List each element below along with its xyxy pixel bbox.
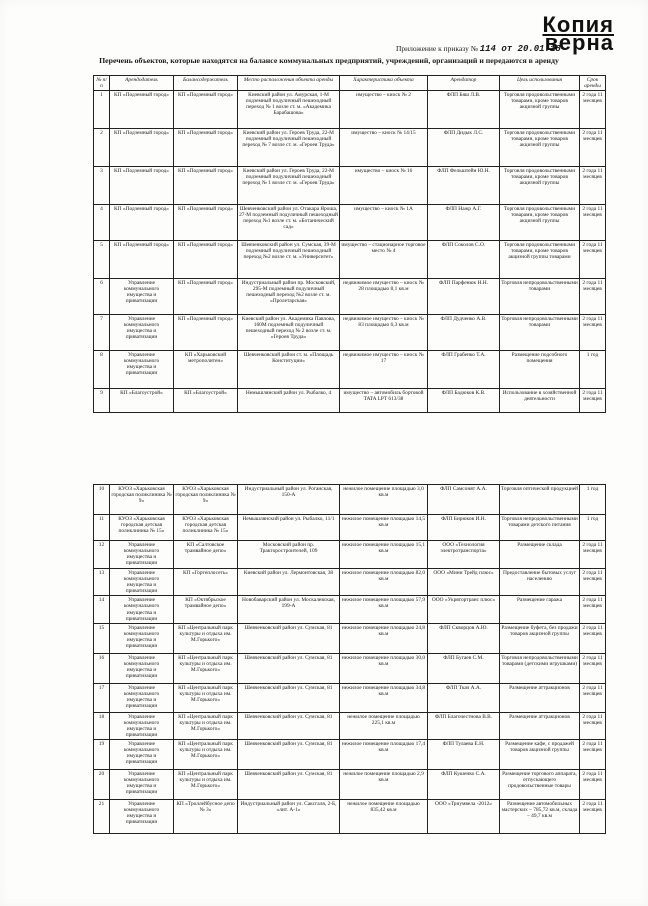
table-cell: нежилое помещение площадью 24,8 кв.м — [340, 623, 428, 653]
table-row — [94, 241, 606, 279]
table-cell: Шевченковский район ул. Сумская, 81 — [238, 623, 340, 653]
table-cell: 20 — [94, 770, 110, 800]
table-row — [94, 653, 606, 683]
table-row — [94, 205, 606, 241]
table-cell: имущество – автомобиль бортовой TATA LPT 613/38 — [340, 389, 428, 413]
table-cell: Московский район пр. Тракторостроителей, 109 — [238, 541, 340, 569]
table-cell: 14 — [94, 596, 110, 623]
table-cell: 2 года 11 месяцев — [580, 623, 606, 653]
table-cell: КП «Подземный город» — [174, 315, 238, 351]
table-cell: 2 — [94, 129, 110, 167]
table-cell: Киевский район ул. Лермонтовская, 38 — [238, 569, 340, 596]
table-cell: ФЛП Дидык Л.С. — [428, 129, 500, 167]
table-cell: имущество – киоск № 2 — [340, 91, 428, 129]
col-header-characteristics: Характеристика объекта — [340, 76, 428, 91]
table-cell: Управление коммунального имущества и приватизации — [110, 740, 174, 770]
appendix-reference — [396, 44, 561, 54]
table-cell: 2 года 11 месяцев — [580, 683, 606, 712]
table-cell: Управление коммунального имущества и приватизации — [110, 653, 174, 683]
table-cell: КУОЗ «Харьковская городская детская поликлиника № 15» — [174, 515, 238, 541]
table-cell: 2 года 11 месяцев — [580, 91, 606, 129]
table-cell: Использование в хозяйственной деятельности — [500, 389, 580, 413]
table-cell: 2 года 11 месяцев — [580, 279, 606, 315]
table-cell: имущество – киоск № 1А — [340, 205, 428, 241]
table-cell: КП «Харьковский метрополитен» — [174, 351, 238, 389]
table-cell: недвижимое имущество – киоск № 83 площадью 6,3 кв.м — [340, 315, 428, 351]
col-header-term: Срок аренды — [580, 76, 606, 91]
table-cell: Торговля продовольственными товарами, кроме товаров акцизной группы — [500, 129, 580, 167]
table-cell: нежилое помещение площадью 34,8 кв.м — [340, 683, 428, 712]
table-cell: Размещение подсобного помещения — [500, 351, 580, 389]
table-row — [94, 683, 606, 712]
table-cell: Киевский район ул. Амурская, 1-М подземный подуличный пешеходный переход № 1 возле ст. м. «Академика Барабашова» — [238, 91, 340, 129]
table-cell: 9 — [94, 389, 110, 413]
table-cell: Индустриальный район пр. Московский, 295-М подземный подуличный пешеходный переход №2 возле ст. м. «Пролетарская» — [238, 279, 340, 315]
table-cell: нежилое помещение площадью 17,4 кв.м — [340, 740, 428, 770]
table-cell: имущество – стационарное торговое место № 4 — [340, 241, 428, 279]
table-cell: Шевченковский район ул. Отакара Яроша, 27-М подземный подуличный пешеходный переход №1 возле ст. м. «Ботанический сад» — [238, 205, 340, 241]
table-cell: КП «Гортеплосеть» — [174, 569, 238, 596]
table-cell: КП «Благоустрой» — [110, 389, 174, 413]
table-cell: 3 — [94, 167, 110, 205]
table-cell: КП «Центральный парк культуры и отдыха им. М.Горького» — [174, 770, 238, 800]
col-header-purpose: Цель использования — [500, 76, 580, 91]
table-row — [94, 485, 606, 515]
table-cell: Предоставление бытовых услуг населению — [500, 569, 580, 596]
table-cell: Управление коммунального имущества и приватизации — [110, 623, 174, 653]
col-header-location: Место расположения объекта аренды — [238, 76, 340, 91]
table-cell: Шевченковский район ул. Сумская, 81 — [238, 683, 340, 712]
table-cell: Торговля непродовольственными товарами — [500, 279, 580, 315]
table-row — [94, 623, 606, 653]
table-cell: КП «Центральный парк культуры и отдыха им. М.Горького» — [174, 683, 238, 712]
table-cell: Киевский район ул. Героев Труда, 22-М подземный подуличный пешеходный переход № 7 возле ст. м. «Героев Труда» — [238, 129, 340, 167]
table-cell: КУОЗ «Харьковская городская поликлиника № 9» — [110, 485, 174, 515]
table-cell: ФЛП Парфенюк Н.Н. — [428, 279, 500, 315]
col-header-balance-holder: Балансодержатель — [174, 76, 238, 91]
table-cell: 2 года 11 месяцев — [580, 712, 606, 739]
table-cell: 2 года 11 месяцев — [580, 315, 606, 351]
table-row — [94, 800, 606, 834]
table-cell: 2 года 11 месяцев — [580, 241, 606, 279]
table-cell: 2 года 11 месяцев — [580, 770, 606, 800]
table-cell: нежилое помещение площадью 835,42 кв.м — [340, 800, 428, 834]
appendix-label: Приложение к приказу № — [396, 44, 478, 53]
table-cell: ФЛП Грабенко Т.А. — [428, 351, 500, 389]
col-header-number: № п/п — [94, 76, 110, 91]
table-cell: 1 год — [580, 351, 606, 389]
table-row — [94, 596, 606, 623]
table-cell: Размещение аттракционов — [500, 683, 580, 712]
table-cell: Управление коммунального имущества и приватизации — [110, 315, 174, 351]
table-cell: КП «Центральный парк культуры и отдыха им. М.Горького» — [174, 653, 238, 683]
table-cell: ФЛП Бяш Л.В. — [428, 91, 500, 129]
table-cell: Размещение склада — [500, 541, 580, 569]
table-cell: КП «Подземный город» — [110, 129, 174, 167]
table-cell: ФЛП Соколов С.О. — [428, 241, 500, 279]
table-cell: 5 — [94, 241, 110, 279]
table-cell: 2 года 11 месяцев — [580, 129, 606, 167]
table-cell: Управление коммунального имущества и приватизации — [110, 351, 174, 389]
table-cell: 1 год — [580, 485, 606, 515]
table-cell: 8 — [94, 351, 110, 389]
table-cell: Размещение гаража — [500, 596, 580, 623]
table-cell: Управление коммунального имущества и приватизации — [110, 279, 174, 315]
table-cell: нежилое помещение площадью 3,0 кв.м — [340, 485, 428, 515]
table-row — [94, 279, 606, 315]
table-row — [94, 770, 606, 800]
table-cell: 2 года 11 месяцев — [580, 800, 606, 834]
table-cell: Торговля продовольственными товарами, кроме товаров акцизной группы — [500, 91, 580, 129]
col-header-lessor: Арендодатель — [110, 76, 174, 91]
table-cell: Торговля продовольственными товарами, кроме товаров акцизной группы товарами — [500, 241, 580, 279]
table-cell: имущество – киоск № 14/15 — [340, 129, 428, 167]
table-cell: 21 — [94, 800, 110, 834]
table-cell: КУОЗ «Харьковская городская детская поликлиника № 15» — [110, 515, 174, 541]
table-cell: КП «Октябрьское трамвайное депо» — [174, 596, 238, 623]
table-row — [94, 389, 606, 413]
table-cell: нежилое помещение площадью 30,0 кв.м — [340, 653, 428, 683]
table-cell: Индустриальный район ул. Роганская, 150-А — [238, 485, 340, 515]
stamp-line-2: верна — [544, 30, 614, 55]
table-cell: Управление коммунального имущества и приватизации — [110, 569, 174, 596]
table-cell: Размещение автомобильных мастерских – 785,72 кв.м, склада – 49,7 кв.м — [500, 800, 580, 834]
table-cell: Управление коммунального имущества и приватизации — [110, 770, 174, 800]
table-cell: 1 год — [580, 515, 606, 541]
table-cell: КП «Центральный парк культуры и отдыха им. М.Горького» — [174, 740, 238, 770]
document-title: Перечень объектов, которые находятся на балансе коммунальных предприятий, учреждений, организаций и передаются в аренду — [99, 56, 559, 65]
table-cell: Торговля продовольственными товарами, кроме товаров акцизной группы — [500, 205, 580, 241]
table-cell: Торговля непродовольственными товарами детского питания — [500, 515, 580, 541]
table-cell: Размещение аттракционов — [500, 712, 580, 739]
table-cell: нежилое помещение площадью 82,0 кв.м — [340, 569, 428, 596]
table-cell: Размещение буфета, без продажи товаров акцизной группы — [500, 623, 580, 653]
table-cell: Торговля непродовольственными товарами — [500, 315, 580, 351]
table-cell: 2 года 11 месяцев — [580, 653, 606, 683]
table-cell: ООО «Мини Трейд плюс» — [428, 569, 500, 596]
table-cell: 11 — [94, 515, 110, 541]
table-row — [94, 315, 606, 351]
table-cell: КП «Центральный парк культуры и отдыха им. М.Горького» — [174, 623, 238, 653]
table-cell: ФЛП Нажр А.Г. — [428, 205, 500, 241]
table-cell: Управление коммунального имущества и приватизации — [110, 541, 174, 569]
table-cell: Немышлянский район ул. Рыбалко, 11/1 — [238, 515, 340, 541]
table-cell: нежилое помещение площадью 14,5 кв.м — [340, 515, 428, 541]
table-cell: Новобаварский район ул. Москалевская, 199-А — [238, 596, 340, 623]
table-cell: 12 — [94, 541, 110, 569]
table-cell: Шевченковский район ул. Сумская, 81 — [238, 712, 340, 739]
table-cell: КП «Подземный город» — [110, 91, 174, 129]
table-cell: 2 года 11 месяцев — [580, 569, 606, 596]
objects-table-part-2 — [93, 484, 606, 834]
table-cell: КП «Подземный город» — [174, 279, 238, 315]
table-cell: 15 — [94, 623, 110, 653]
table-cell: ФЛП Ткач А.А. — [428, 683, 500, 712]
table-row — [94, 740, 606, 770]
table-cell: КУОЗ «Харьковская городская поликлиника № 9» — [174, 485, 238, 515]
table-cell: Торговля оптической продукцией — [500, 485, 580, 515]
table-cell: Торговля продовольственными товарами, кроме товаров акцизной группы — [500, 167, 580, 205]
table-cell: 19 — [94, 740, 110, 770]
table-cell: ФЛП Бадюков К.В. — [428, 389, 500, 413]
table-cell: КП «Подземный город» — [174, 167, 238, 205]
table-cell: Киевский район ул. Героев Труда, 22-М подземный подуличный пешеходный переход № 1 возле ст. м. «Героев Труда» — [238, 167, 340, 205]
table-cell: КП «Подземный город» — [174, 205, 238, 241]
table-cell: ООО «Триумвела -2012» — [428, 800, 500, 834]
table-cell: 13 — [94, 569, 110, 596]
table-cell: Управление коммунального имущества и приватизации — [110, 712, 174, 739]
table-cell: КП «Салтовское трамвайное депо» — [174, 541, 238, 569]
table-row — [94, 541, 606, 569]
table-cell: Размещение кафе, с продажей товаров акцизной группы — [500, 740, 580, 770]
table-cell: ФЛП Бугаев С.М. — [428, 653, 500, 683]
table-cell: 2 года 11 месяцев — [580, 389, 606, 413]
table-cell: 6 — [94, 279, 110, 315]
table-cell: 2 года 11 месяцев — [580, 740, 606, 770]
table-cell: 2 года 11 месяцев — [580, 167, 606, 205]
table-cell: 1 — [94, 91, 110, 129]
table-row — [94, 91, 606, 129]
table-cell: КП «Троллейбусное депо № 3» — [174, 800, 238, 834]
table-cell: Управление коммунального имущества и приватизации — [110, 683, 174, 712]
table-cell: ФЛП Фельштейн Ю.Н. — [428, 167, 500, 205]
table-cell: недвижимое имущество – киоск № 17 — [340, 351, 428, 389]
table-cell: нежилое помещение площадью 225,1 кв.м — [340, 712, 428, 739]
table-cell: Торговля непродовольственными товарами (детскими игрушками) — [500, 653, 580, 683]
table-cell: Шевченковский район ул. Сумская, 39-М подземный подуличный пешеходный переход №2 возле ст. м. «Университет» — [238, 241, 340, 279]
table-cell: Киевский район ул. Академика Павлова, 160М подземный подуличный пешеходный переход № 2 возле ст. м. «Героев Труда» — [238, 315, 340, 351]
table-cell: Индустриальный район ул. Саксгаля, 2-Б, «лит. А-1» — [238, 800, 340, 834]
table-cell: 2 года 11 месяцев — [580, 205, 606, 241]
table-cell: КП «Подземный город» — [110, 167, 174, 205]
table-cell: Немышлянский район ул. Рыбалко, 4 — [238, 389, 340, 413]
appendix-handwritten-number: 114 от 20.01.18 — [479, 44, 561, 54]
table-cell: ФЛП Самсонят А.А. — [428, 485, 500, 515]
table-cell: Шевченковский район ул. Сумская, 81 — [238, 740, 340, 770]
table-cell: КП «Центральный парк культуры и отдыха им. М.Горького» — [174, 712, 238, 739]
table-cell: КП «Благоустрой» — [174, 389, 238, 413]
table-cell: ООО «Укрвтортранс плюс» — [428, 596, 500, 623]
table-cell: 4 — [94, 205, 110, 241]
table-row — [94, 569, 606, 596]
table-cell: КП «Подземный город» — [110, 205, 174, 241]
table-cell: Управление коммунального имущества и приватизации — [110, 596, 174, 623]
table-cell: КП «Подземный город» — [174, 91, 238, 129]
table-cell: Управление коммунального имущества и приватизации — [110, 800, 174, 834]
table-cell: 10 — [94, 485, 110, 515]
table-cell: имущество – киоск № 16 — [340, 167, 428, 205]
table-cell: 7 — [94, 315, 110, 351]
table-cell: 16 — [94, 653, 110, 683]
col-header-tenant: Арендатор — [428, 76, 500, 91]
table-cell: КП «Подземный город» — [174, 241, 238, 279]
table-cell: Шевченковский район ул. Сумская, 81 — [238, 770, 340, 800]
table-cell: недвижимое имущество – киоск № 28 площадью 8,1 кв.м — [340, 279, 428, 315]
table-cell: ФЛП Кушенко С.А. — [428, 770, 500, 800]
table-row — [94, 129, 606, 167]
table-cell: 17 — [94, 683, 110, 712]
table-cell: 2 года 11 месяцев — [580, 541, 606, 569]
table-row — [94, 515, 606, 541]
table-cell: нежилое помещение площадью 2,9 кв.м — [340, 770, 428, 800]
table-cell: Шевченковский район ст. м. «Площадь Конституции» — [238, 351, 340, 389]
table-row — [94, 712, 606, 739]
table-cell: ФЛП Тулаева Е.Н. — [428, 740, 500, 770]
table-cell: Размещение торгового аппарата, отпускающего продовольственные товары — [500, 770, 580, 800]
table-cell: нежилое помещение площадью 57,9 кв.м — [340, 596, 428, 623]
table-cell: 2 года 11 месяцев — [580, 596, 606, 623]
table-cell: ФЛП Благочестнова В.В. — [428, 712, 500, 739]
table-cell: Шевченковский район ул. Сумская, 81 — [238, 653, 340, 683]
table-row — [94, 351, 606, 389]
table-cell: КП «Подземный город» — [174, 129, 238, 167]
table-row — [94, 167, 606, 205]
table-cell: ФЛП Бирюков И.Н. — [428, 515, 500, 541]
table-cell: ООО «Технология электротранспорта» — [428, 541, 500, 569]
table-cell: 18 — [94, 712, 110, 739]
objects-table-part-1 — [93, 75, 606, 413]
table-header-row — [94, 76, 606, 91]
stamp-line-1: Копия — [542, 12, 614, 37]
table-cell: ФЛП Скворцов А.Ю. — [428, 623, 500, 653]
table-cell: КП «Подземный город» — [110, 241, 174, 279]
table-cell: ФЛП Дудченко А.В. — [428, 315, 500, 351]
table-cell: нежилое помещение площадью 15,1 кв.м — [340, 541, 428, 569]
